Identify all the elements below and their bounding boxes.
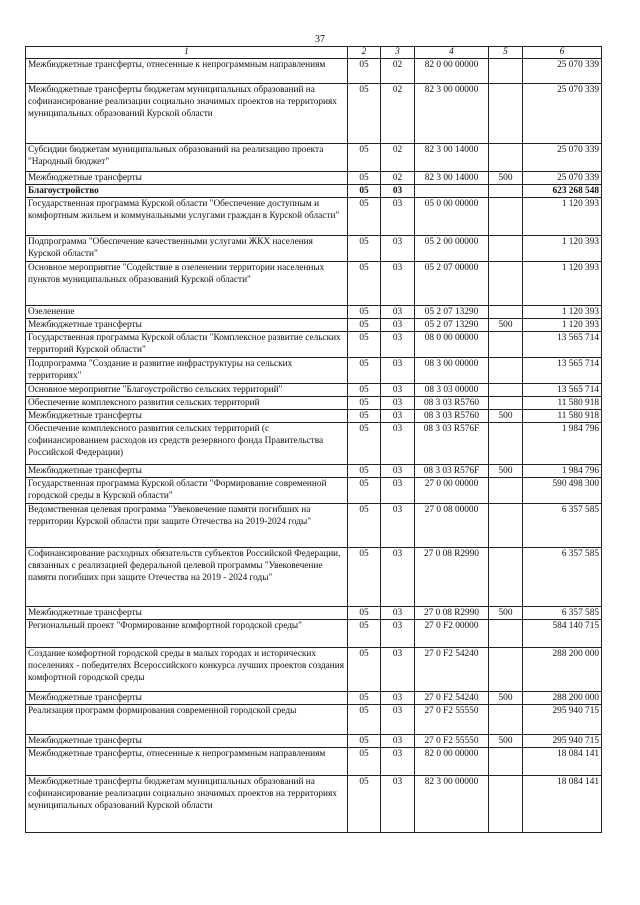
row-section: 05 (348, 692, 381, 705)
row-target-code: 82 3 00 00000 (415, 776, 489, 833)
row-target-code: 27 0 08 00000 (415, 504, 489, 548)
table-row (26, 319, 602, 332)
row-amount: 6 357 585 (523, 607, 602, 620)
row-subsection: 03 (381, 410, 415, 423)
row-amount: 288 200 000 (523, 692, 602, 705)
row-section: 05 (348, 735, 381, 748)
row-subsection: 03 (381, 735, 415, 748)
row-target-code: 27 0 F2 54240 (415, 692, 489, 705)
row-expense-type (489, 504, 523, 548)
column-header: 3 (381, 47, 415, 59)
row-subsection: 03 (381, 185, 415, 198)
table-row (26, 262, 602, 306)
column-header: 4 (415, 47, 489, 59)
row-expense-type: 500 (489, 319, 523, 332)
page-number: 37 (315, 34, 325, 45)
table-row (26, 384, 602, 397)
row-target-code: 05 2 07 13290 (415, 319, 489, 332)
row-subsection: 03 (381, 504, 415, 548)
table-row (26, 144, 602, 172)
table-row (26, 607, 602, 620)
row-expense-type: 500 (489, 172, 523, 185)
row-amount: 1 120 393 (523, 198, 602, 236)
row-section: 05 (348, 397, 381, 410)
row-name: Обеспечение комплексного развития сельских территорий (с софинансированием расходов из средств резервного фонда Правительства Российской Федерации) (26, 423, 348, 465)
row-amount: 295 940 715 (523, 735, 602, 748)
table-row (26, 185, 602, 198)
row-section: 05 (348, 172, 381, 185)
row-name: Обеспечение комплексного развития сельских территорий (26, 397, 348, 410)
row-target-code (415, 185, 489, 198)
row-section: 05 (348, 607, 381, 620)
row-name: Благоустройство (26, 185, 348, 198)
row-section: 05 (348, 478, 381, 504)
row-name: Государственная программа Курской области "Комплексное развитие сельских территорий Курской области" (26, 332, 348, 358)
row-section: 05 (348, 465, 381, 478)
row-name: Межбюджетные трансферты (26, 172, 348, 185)
row-expense-type (489, 423, 523, 465)
table-row (26, 198, 602, 236)
row-expense-type (489, 84, 523, 144)
row-name: Софинансирование расходных обязательств субъектов Российской Федерации, связанных с реализацией федеральной целевой программы "Увековечение памяти погибших при защите Отечества на 2019 - 2024 годы" (26, 548, 348, 607)
row-target-code: 27 0 F2 55550 (415, 705, 489, 735)
row-target-code: 82 3 00 00000 (415, 84, 489, 144)
row-subsection: 03 (381, 620, 415, 648)
row-subsection: 03 (381, 478, 415, 504)
row-expense-type: 500 (489, 607, 523, 620)
table-row (26, 332, 602, 358)
column-header: 2 (348, 47, 381, 59)
table-row (26, 748, 602, 776)
row-target-code: 08 3 03 R576F (415, 423, 489, 465)
row-amount: 13 565 714 (523, 332, 602, 358)
row-expense-type (489, 198, 523, 236)
row-amount: 11 580 918 (523, 397, 602, 410)
row-target-code: 08 3 03 R5760 (415, 397, 489, 410)
row-subsection: 03 (381, 397, 415, 410)
row-amount: 13 565 714 (523, 358, 602, 384)
row-subsection: 02 (381, 84, 415, 144)
column-header: 5 (489, 47, 523, 59)
row-subsection: 03 (381, 319, 415, 332)
row-name: Реализация программ формирования современной городской среды (26, 705, 348, 735)
row-name: Подпрограмма "Создание и развитие инфраструктуры на сельских территориях" (26, 358, 348, 384)
row-subsection: 03 (381, 692, 415, 705)
row-amount: 25 070 339 (523, 144, 602, 172)
table-row (26, 84, 602, 144)
table-row (26, 705, 602, 735)
row-expense-type (489, 236, 523, 262)
row-name: Подпрограмма "Обеспечение качественными услугами ЖКХ населения Курской области" (26, 236, 348, 262)
row-expense-type (489, 548, 523, 607)
row-section: 05 (348, 185, 381, 198)
row-subsection: 03 (381, 648, 415, 692)
table-row (26, 776, 602, 833)
row-target-code: 82 3 00 14000 (415, 144, 489, 172)
row-section: 05 (348, 358, 381, 384)
row-section: 05 (348, 423, 381, 465)
row-target-code: 08 3 03 00000 (415, 384, 489, 397)
row-expense-type (489, 397, 523, 410)
table-row (26, 423, 602, 465)
row-target-code: 08 3 03 R5760 (415, 410, 489, 423)
row-section: 05 (348, 776, 381, 833)
row-amount: 295 940 715 (523, 705, 602, 735)
row-section: 05 (348, 198, 381, 236)
row-target-code: 08 0 00 00000 (415, 332, 489, 358)
table-row (26, 620, 602, 648)
row-name: Межбюджетные трансферты (26, 410, 348, 423)
row-subsection: 03 (381, 358, 415, 384)
table-row (26, 692, 602, 705)
row-expense-type (489, 384, 523, 397)
row-expense-type (489, 478, 523, 504)
row-subsection: 03 (381, 262, 415, 306)
row-target-code: 27 0 F2 00000 (415, 620, 489, 648)
row-name: Основное мероприятие "Благоустройство сельских территорий" (26, 384, 348, 397)
row-subsection: 03 (381, 607, 415, 620)
row-section: 05 (348, 84, 381, 144)
table-row (26, 236, 602, 262)
row-name: Государственная программа Курской области "Формирование современной городской среды в Курской области" (26, 478, 348, 504)
table-row (26, 306, 602, 319)
row-expense-type (489, 648, 523, 692)
row-name: Межбюджетные трансферты (26, 607, 348, 620)
row-name: Ведомственная целевая программа "Увековечение памяти погибших на территории Курской области при защите Отечества на 2019-2024 годы" (26, 504, 348, 548)
row-subsection: 03 (381, 465, 415, 478)
row-expense-type (489, 185, 523, 198)
column-header: 1 (26, 47, 348, 59)
row-target-code: 05 2 07 00000 (415, 262, 489, 306)
table-row (26, 465, 602, 478)
row-subsection: 02 (381, 59, 415, 84)
row-expense-type (489, 262, 523, 306)
row-expense-type: 500 (489, 735, 523, 748)
row-expense-type (489, 59, 523, 84)
row-section: 05 (348, 705, 381, 735)
row-amount: 623 268 548 (523, 185, 602, 198)
row-target-code: 82 0 00 00000 (415, 59, 489, 84)
row-section: 05 (348, 306, 381, 319)
row-name: Межбюджетные трансферты бюджетам муниципальных образований на софинансирование реализации социально значимых проектов на территориях муниципальных образований Курской области (26, 84, 348, 144)
row-name: Межбюджетные трансферты, отнесенные к непрограммным направлениям (26, 59, 348, 84)
row-amount: 1 120 393 (523, 319, 602, 332)
row-expense-type (489, 620, 523, 648)
row-name: Озеленение (26, 306, 348, 319)
row-subsection: 03 (381, 548, 415, 607)
row-name: Межбюджетные трансферты бюджетам муниципальных образований на софинансирование реализации социально значимых проектов на территориях муниципальных образований Курской области (26, 776, 348, 833)
row-expense-type (489, 748, 523, 776)
row-section: 05 (348, 410, 381, 423)
row-amount: 13 565 714 (523, 384, 602, 397)
row-expense-type: 500 (489, 465, 523, 478)
row-target-code: 05 0 00 00000 (415, 198, 489, 236)
row-name: Региональный проект "Формирование комфортной городской среды" (26, 620, 348, 648)
row-amount: 11 580 918 (523, 410, 602, 423)
row-expense-type (489, 705, 523, 735)
row-amount: 6 357 585 (523, 504, 602, 548)
table-row (26, 59, 602, 84)
row-section: 05 (348, 384, 381, 397)
row-subsection: 03 (381, 384, 415, 397)
row-section: 05 (348, 236, 381, 262)
column-header: 6 (523, 47, 602, 59)
row-subsection: 03 (381, 423, 415, 465)
row-amount: 25 070 339 (523, 84, 602, 144)
row-expense-type (489, 358, 523, 384)
row-subsection: 03 (381, 705, 415, 735)
row-amount: 1 120 393 (523, 306, 602, 319)
row-target-code: 27 0 08 R2990 (415, 607, 489, 620)
row-target-code: 08 3 00 00000 (415, 358, 489, 384)
row-amount: 1 120 393 (523, 236, 602, 262)
row-name: Основное мероприятие "Содействие в озеленении территории населенных пунктов муниципальных образований Курской области" (26, 262, 348, 306)
row-amount: 1 984 796 (523, 465, 602, 478)
row-target-code: 27 0 00 00000 (415, 478, 489, 504)
row-subsection: 03 (381, 748, 415, 776)
row-section: 05 (348, 504, 381, 548)
row-amount: 25 070 339 (523, 172, 602, 185)
row-amount: 1 984 796 (523, 423, 602, 465)
budget-table (25, 46, 602, 833)
row-section: 05 (348, 319, 381, 332)
row-amount: 18 084 141 (523, 748, 602, 776)
row-subsection: 02 (381, 172, 415, 185)
row-expense-type (489, 144, 523, 172)
row-section: 05 (348, 748, 381, 776)
row-amount: 590 498 300 (523, 478, 602, 504)
row-amount: 18 084 141 (523, 776, 602, 833)
row-target-code: 27 0 08 R2990 (415, 548, 489, 607)
table-row (26, 648, 602, 692)
row-amount: 1 120 393 (523, 262, 602, 306)
row-amount: 288 200 000 (523, 648, 602, 692)
row-target-code: 82 0 00 00000 (415, 748, 489, 776)
row-amount: 584 140 715 (523, 620, 602, 648)
row-section: 05 (348, 262, 381, 306)
table-row (26, 504, 602, 548)
row-expense-type (489, 776, 523, 833)
table-row (26, 478, 602, 504)
row-target-code: 27 0 F2 55550 (415, 735, 489, 748)
row-section: 05 (348, 548, 381, 607)
row-section: 05 (348, 648, 381, 692)
row-name: Межбюджетные трансферты (26, 692, 348, 705)
row-subsection: 03 (381, 236, 415, 262)
table-row (26, 548, 602, 607)
row-expense-type (489, 332, 523, 358)
table-row (26, 397, 602, 410)
table-header-row (26, 47, 602, 59)
row-amount: 6 357 585 (523, 548, 602, 607)
row-section: 05 (348, 144, 381, 172)
row-section: 05 (348, 332, 381, 358)
row-section: 05 (348, 620, 381, 648)
row-target-code: 08 3 03 R576F (415, 465, 489, 478)
table-row (26, 410, 602, 423)
table-row (26, 358, 602, 384)
row-name: Межбюджетные трансферты (26, 735, 348, 748)
row-name: Создание комфортной городской среды в малых городах и исторических поселениях - победителях Всероссийского конкурса лучших проектов создания комфортной городской среды (26, 648, 348, 692)
row-subsection: 03 (381, 198, 415, 236)
row-name: Субсидии бюджетам муниципальных образований на реализацию проекта "Народный бюджет" (26, 144, 348, 172)
row-name: Межбюджетные трансферты (26, 319, 348, 332)
row-subsection: 03 (381, 332, 415, 358)
row-target-code: 82 3 00 14000 (415, 172, 489, 185)
row-target-code: 05 2 07 13290 (415, 306, 489, 319)
row-subsection: 03 (381, 776, 415, 833)
row-section: 05 (348, 59, 381, 84)
row-subsection: 02 (381, 144, 415, 172)
row-name: Межбюджетные трансферты (26, 465, 348, 478)
row-name: Межбюджетные трансферты, отнесенные к непрограммным направлениям (26, 748, 348, 776)
table-row (26, 735, 602, 748)
row-expense-type (489, 306, 523, 319)
row-expense-type: 500 (489, 692, 523, 705)
row-target-code: 05 2 00 00000 (415, 236, 489, 262)
row-subsection: 03 (381, 306, 415, 319)
table-row (26, 172, 602, 185)
row-target-code: 27 0 F2 54240 (415, 648, 489, 692)
row-name: Государственная программа Курской области "Обеспечение доступным и комфортным жильем и коммунальными услугами граждан в Курской области" (26, 198, 348, 236)
row-expense-type: 500 (489, 410, 523, 423)
row-amount: 25 070 339 (523, 59, 602, 84)
